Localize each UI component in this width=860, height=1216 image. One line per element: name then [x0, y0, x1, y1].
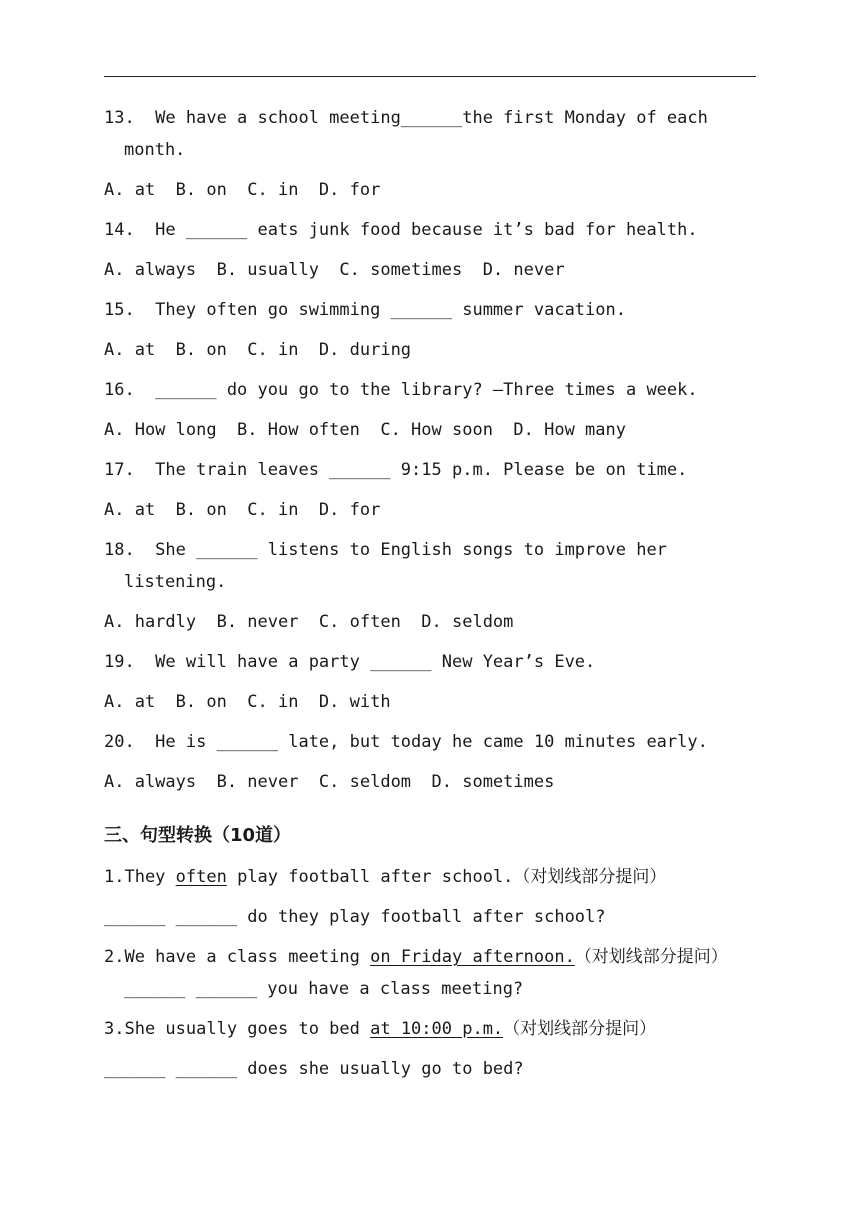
item-3-underlined: at 10:00 p.m.: [370, 1019, 504, 1039]
question-17-stem: 17. The train leaves ______ 9:15 p.m. Please be on time.: [104, 460, 688, 480]
header-rule: [104, 76, 756, 77]
question-19-stem: 19. We will have a party ______ New Year’s Eve.: [104, 652, 596, 672]
transform-item-3: [104, 1019, 656, 1039]
item-1-note: （对划线部分提问）: [513, 867, 667, 887]
item-2-note: （对划线部分提问）: [574, 947, 728, 967]
question-18-stem-cont: listening.: [124, 572, 227, 592]
item-2-pre: 2.We have a class meeting: [104, 947, 371, 967]
item-3-pre: 3.She usually goes to bed: [104, 1019, 371, 1039]
transform-item-3-answer: ______ ______ does she usually go to bed?: [104, 1059, 524, 1079]
question-16-options: A. How long B. How often C. How soon D. How many: [104, 420, 626, 440]
question-14-options: A. always B. usually C. sometimes D. never: [104, 260, 565, 280]
transform-item-1-answer: ______ ______ do they play football after school?: [104, 907, 606, 927]
item-1-post: play football after school.: [226, 867, 514, 887]
question-20-stem: 20. He is ______ late, but today he came 10 minutes early.: [104, 732, 708, 752]
transform-item-1: [104, 867, 666, 887]
question-18-options: A. hardly B. never C. often D. seldom: [104, 612, 514, 632]
question-15-stem: 15. They often go swimming ______ summer vacation.: [104, 300, 626, 320]
question-15-options: A. at B. on C. in D. during: [104, 340, 412, 360]
question-17-options: A. at B. on C. in D. for: [104, 500, 381, 520]
question-19-options: A. at B. on C. in D. with: [104, 692, 391, 712]
question-18-stem: 18. She ______ listens to English songs to improve her: [104, 540, 667, 560]
question-20-options: A. always B. never C. seldom D. sometimes: [104, 772, 555, 792]
question-16-stem: 16. ______ do you go to the library? —Three times a week.: [104, 380, 698, 400]
question-13-options: A. at B. on C. in D. for: [104, 180, 381, 200]
transform-item-2: [104, 947, 728, 967]
item-1-underlined: often: [175, 867, 227, 887]
item-3-note: （对划线部分提问）: [503, 1019, 657, 1039]
item-1-pre: 1.They: [104, 867, 176, 887]
item-2-underlined: on Friday afternoon.: [370, 947, 575, 967]
section-heading: 三、句型转换（10道）: [104, 825, 292, 846]
transform-item-2-answer: ______ ______ you have a class meeting?: [124, 979, 524, 999]
question-13-stem: 13. We have a school meeting______the first Monday of each: [104, 108, 708, 128]
question-13-stem-cont: month.: [124, 140, 186, 160]
question-14-stem: 14. He ______ eats junk food because it’s bad for health.: [104, 220, 698, 240]
